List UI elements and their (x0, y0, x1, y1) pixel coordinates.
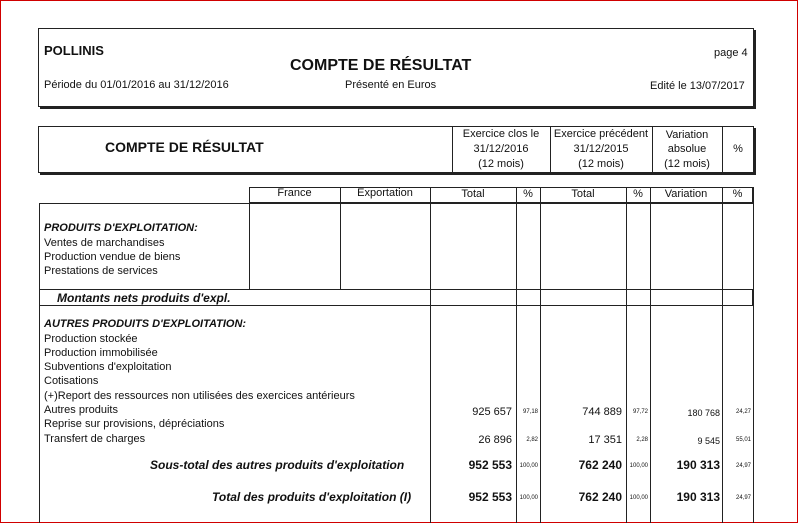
transfert-pct-var: 55,01 (735, 437, 751, 443)
total-total-prev: 762 240 (578, 490, 622, 504)
col-prev-l3: (12 mois) (578, 158, 624, 170)
page-number: page 4 (714, 47, 748, 59)
line-cotisations: Cotisations (44, 375, 99, 387)
period: Période du 01/01/2016 au 31/12/2016 (44, 79, 229, 91)
sous-total-pct-prev: 100,00 (629, 463, 648, 469)
total-pct: 100,00 (519, 495, 538, 501)
autres-produits-total-prev: 744 889 (582, 406, 622, 418)
col-pct: % (733, 143, 743, 155)
col-prev-l2: 31/12/2015 (573, 143, 629, 155)
sous-total-total: 952 553 (468, 458, 512, 472)
col-current-l2: 31/12/2016 (473, 143, 529, 155)
col-france: France (277, 187, 312, 199)
autres-produits-pct: 97,18 (522, 409, 538, 415)
section-title: COMPTE DE RÉSULTAT (105, 139, 264, 155)
total-total: 952 553 (468, 490, 512, 504)
autres-produits-pct-var: 24,27 (735, 409, 751, 415)
line-transfert-charges: Transfert de charges (44, 433, 146, 445)
total-pct-var: 24,97 (735, 495, 751, 501)
company-name: POLLINIS (44, 43, 104, 58)
col-var-l1: Variation (665, 129, 709, 141)
line-prestations: Prestations de services (44, 265, 158, 277)
line-reprise-provisions: Reprise sur provisions, dépréciations (44, 418, 225, 430)
col-var-l3: (12 mois) (664, 158, 710, 170)
line-production-immobilisee: Production immobilisée (44, 347, 158, 359)
transfert-total-prev: 17 351 (588, 434, 622, 446)
autres-produits-variation: 180 768 (687, 408, 720, 418)
line-ventes: Ventes de marchandises (44, 237, 165, 249)
edit-date: Edité le 13/07/2017 (650, 80, 745, 92)
section-autres-produits: AUTRES PRODUITS D'EXPLOITATION: (44, 318, 247, 330)
line-production-biens: Production vendue de biens (44, 251, 181, 263)
sous-total-total-prev: 762 240 (578, 458, 622, 472)
montants-nets-label: Montants nets produits d'expl. (57, 291, 231, 305)
col-var-l2: absolue (667, 143, 707, 155)
line-report-ressources: (+)Report des ressources non utilisées des exercices antérieurs (44, 390, 355, 402)
sous-total-pct: 100,00 (519, 463, 538, 469)
col-prev-l1: Exercice précédent (553, 128, 649, 140)
col-prev-pct: % (633, 188, 643, 200)
section-produits-exploitation: PRODUITS D'EXPLOITATION: (44, 222, 198, 234)
report-title: COMPTE DE RÉSULTAT (290, 57, 472, 74)
col-variation-pct: % (732, 188, 743, 200)
col-current-l3: (12 mois) (478, 158, 524, 170)
total-pct-prev: 100,00 (629, 495, 648, 501)
autres-produits-pct-prev: 97,72 (632, 409, 648, 415)
total-variation: 190 313 (676, 490, 720, 504)
line-subventions: Subventions d'exploitation (44, 361, 172, 373)
transfert-variation: 9 545 (697, 436, 720, 446)
total-label: Total des produits d'exploitation (I) (212, 490, 412, 504)
transfert-pct-prev: 2,28 (636, 437, 648, 443)
col-current-l1: Exercice clos le (462, 128, 540, 140)
col-export: Exportation (357, 187, 413, 199)
sous-total-label: Sous-total des autres produits d'exploitation (150, 458, 405, 472)
autres-produits-total: 925 657 (472, 406, 512, 418)
line-production-stockee: Production stockée (44, 333, 138, 345)
sous-total-variation: 190 313 (676, 458, 720, 472)
col-total-prev: Total (571, 188, 595, 200)
transfert-total: 26 896 (478, 434, 512, 446)
sous-total-pct-var: 24,97 (735, 463, 751, 469)
line-autres-produits: Autres produits (44, 404, 118, 416)
currency-note: Présenté en Euros (345, 79, 437, 91)
transfert-pct: 2,82 (526, 437, 538, 443)
col-variation: Variation (664, 188, 708, 200)
col-total: Total (461, 188, 485, 200)
col-total-pct: % (523, 188, 533, 200)
